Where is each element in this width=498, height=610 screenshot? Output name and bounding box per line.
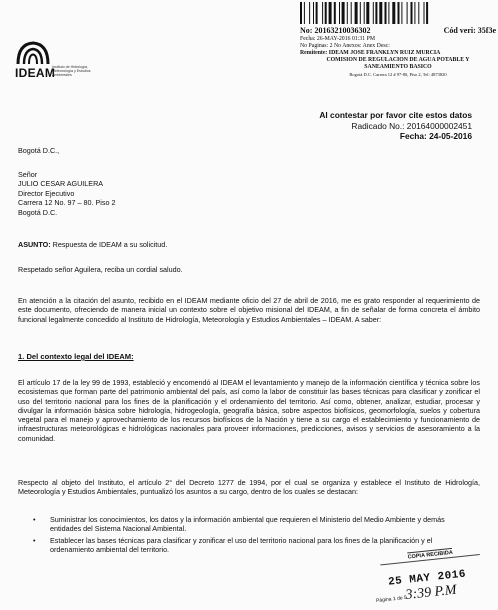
barcode-bar	[347, 2, 348, 24]
subject-line	[18, 240, 167, 249]
received-stamp	[371, 544, 494, 610]
barcode-bar	[309, 2, 310, 24]
filing-stamp	[300, 26, 496, 78]
barcode-bar	[339, 2, 340, 24]
stamp-verify-code: Cód veri: 35f3e	[443, 26, 496, 35]
subject-label: ASUNTO:	[18, 240, 51, 249]
reply-reference	[319, 110, 472, 142]
stamp-number: No: 20163210036302	[300, 26, 371, 35]
list-item	[30, 515, 468, 534]
barcode-bar	[414, 2, 415, 24]
recipient-block	[18, 170, 115, 217]
barcode-bar	[351, 2, 352, 24]
barcode-bar	[360, 2, 361, 24]
barcode-bar	[407, 2, 408, 24]
barcode	[300, 2, 466, 24]
bullet-dot-icon: •	[33, 515, 36, 524]
reply-instruction: Al contestar por favor cite estos datos	[319, 110, 472, 120]
stamp-commission: COMISION DE REGULACION DE AGUA POTABLE Y	[326, 57, 470, 63]
section-heading: 1. Del contexto legal del IDEAM:	[18, 352, 134, 361]
barcode-bar	[411, 2, 413, 24]
article2-paragraph: Respecto al objeto del Instituto, el artículo 2° del Decreto 1277 de 1994, por el cual se organiza y establece el Instituto de Hidrología, Meteorología y Estudios Ambientales, puntualizó los asuntos a su cargo, dentro de los cuales se destacan:	[18, 478, 480, 497]
barcode-bar	[313, 2, 314, 24]
recipient-address: Carrera 12 No. 97 – 80. Piso 2	[18, 198, 116, 208]
bullet-text: Suministrar los conocimientos, los datos y la información ambiental que requieren el Ministerio del Medio Ambiente y demás entidades del Sistema Nacional Ambiental.	[50, 515, 445, 534]
barcode-bar	[300, 2, 302, 24]
barcode-bar	[379, 2, 382, 24]
letter-city: Bogotá D.C.,	[18, 146, 60, 155]
barcode-bar	[426, 2, 428, 24]
logo-wordmark: IDEAM	[15, 66, 56, 80]
logo-tagline: Instituto de Hidrología, Meteorología y Estudios Ambientales	[52, 65, 91, 78]
barcode-bar	[325, 2, 327, 24]
recipient-role: Director Ejecutivo	[18, 188, 75, 198]
reply-radicado: Radicado No.: 20164000002451	[351, 120, 472, 131]
page-number: Página 1 de 5	[375, 594, 408, 605]
barcode-bar	[388, 2, 389, 24]
bullet-dot-icon: •	[33, 535, 36, 545]
received-stamp-date: 25 MAY 2016	[387, 568, 467, 589]
article17-paragraph: El artículo 17 de la ley 99 de 1993, estableció y encomendó al IDEAM el levantamiento y manejo de la información científica y técnica sobre los ecosistemas que forman parte del patrimonio ambiental del país, así como la labor de constituir las bases técnicas para clasificar y zonificar el uso del territorio nacional para los fines de la planificación y el ordenamiento del territorio. Así como, obtener, analizar, estudiar, procesar y divulgar la información básica sobre hidrología, hidrogeología, geografía básica, sobre aspectos biofísicos, geomorfología, suelos y cobertura vegetal para el manejo y aprovechamiento de los recursos biofísicos de la Nación y tiene a su cargo el establecimiento y funcionamiento de infraestructuras meteorológicas e hidrológicas nacionales para proveer informaciones, predicciones, avisos y servicios de asesoramiento a la comunidad.	[18, 378, 480, 443]
barcode-bar	[322, 2, 323, 24]
recipient-name: JULIO CESAR AGUILERA	[18, 179, 104, 189]
barcode-bar	[355, 2, 358, 24]
recipient-city: Bogotá D.C.	[18, 207, 58, 217]
barcode-bar	[329, 2, 332, 24]
barcode-bar	[398, 2, 400, 24]
stamp-sender: Remitente: IDEAM JOSE FRANKLYN RUIZ MURCIA	[300, 50, 441, 56]
ideam-logo-icon	[16, 40, 50, 66]
received-stamp-title: COPIA RECIBIDA	[407, 549, 454, 561]
subject-text: Respuesta de IDEAM a su solicitud.	[52, 240, 168, 249]
barcode-bar	[366, 2, 369, 24]
intro-paragraph: En atención a la citación del asunto, recibido en el IDEAM mediante oficio del 27 de abril de 2016, me es grato responder al requerimiento de este documento, ofreciendo de manera inicial un contexto sobre el objetivo misional del IDEAM, a fin de señalar de forma concreta el ámbito funcional legalmente concedido al Instituto de Hidrología, Meteorología y Estudios Ambientales – IDEAM. A saber:	[18, 296, 480, 324]
stamp-date: Fecha: 26-MAY-2016 01:31 PM	[300, 36, 375, 42]
barcode-bar	[316, 2, 318, 24]
list-item	[30, 536, 468, 555]
barcode-bar	[418, 2, 419, 24]
barcode-bar	[334, 2, 336, 24]
barcode-bar	[401, 2, 402, 24]
barcode-bar	[304, 2, 305, 24]
stamp-sanitation: SANEAMIENTO BASICO	[364, 64, 432, 70]
barcode-bar	[392, 2, 395, 24]
barcode-bar	[342, 2, 345, 24]
greeting: Respetado señor Aguilera, reciba un cordial saludo.	[18, 265, 183, 274]
bullet-text: Establecer las bases técnicas para clasificar y zonificar el uso del territorio nacional para los fines de la planificación y el ordenamiento ambiental del territorio.	[50, 535, 433, 554]
barcode-bar	[373, 2, 374, 24]
barcode-bar	[375, 2, 377, 24]
barcode-bar	[364, 2, 365, 24]
reply-date: Fecha: 24-05-2016	[399, 131, 472, 142]
barcode-bar	[424, 2, 425, 24]
stamp-address: Bogotá D.C. Carrera 12 # 97-80, Piso 2, Tel: 4873820	[349, 72, 447, 77]
received-stamp-time: 3:39 P.M	[404, 582, 458, 603]
recipient-salutation: Señor	[18, 170, 38, 179]
barcode-bar	[385, 2, 387, 24]
bullet-list	[30, 515, 468, 556]
stamp-pages: No Paginas: 2 No Anexos: Anex Desc:	[300, 43, 390, 49]
